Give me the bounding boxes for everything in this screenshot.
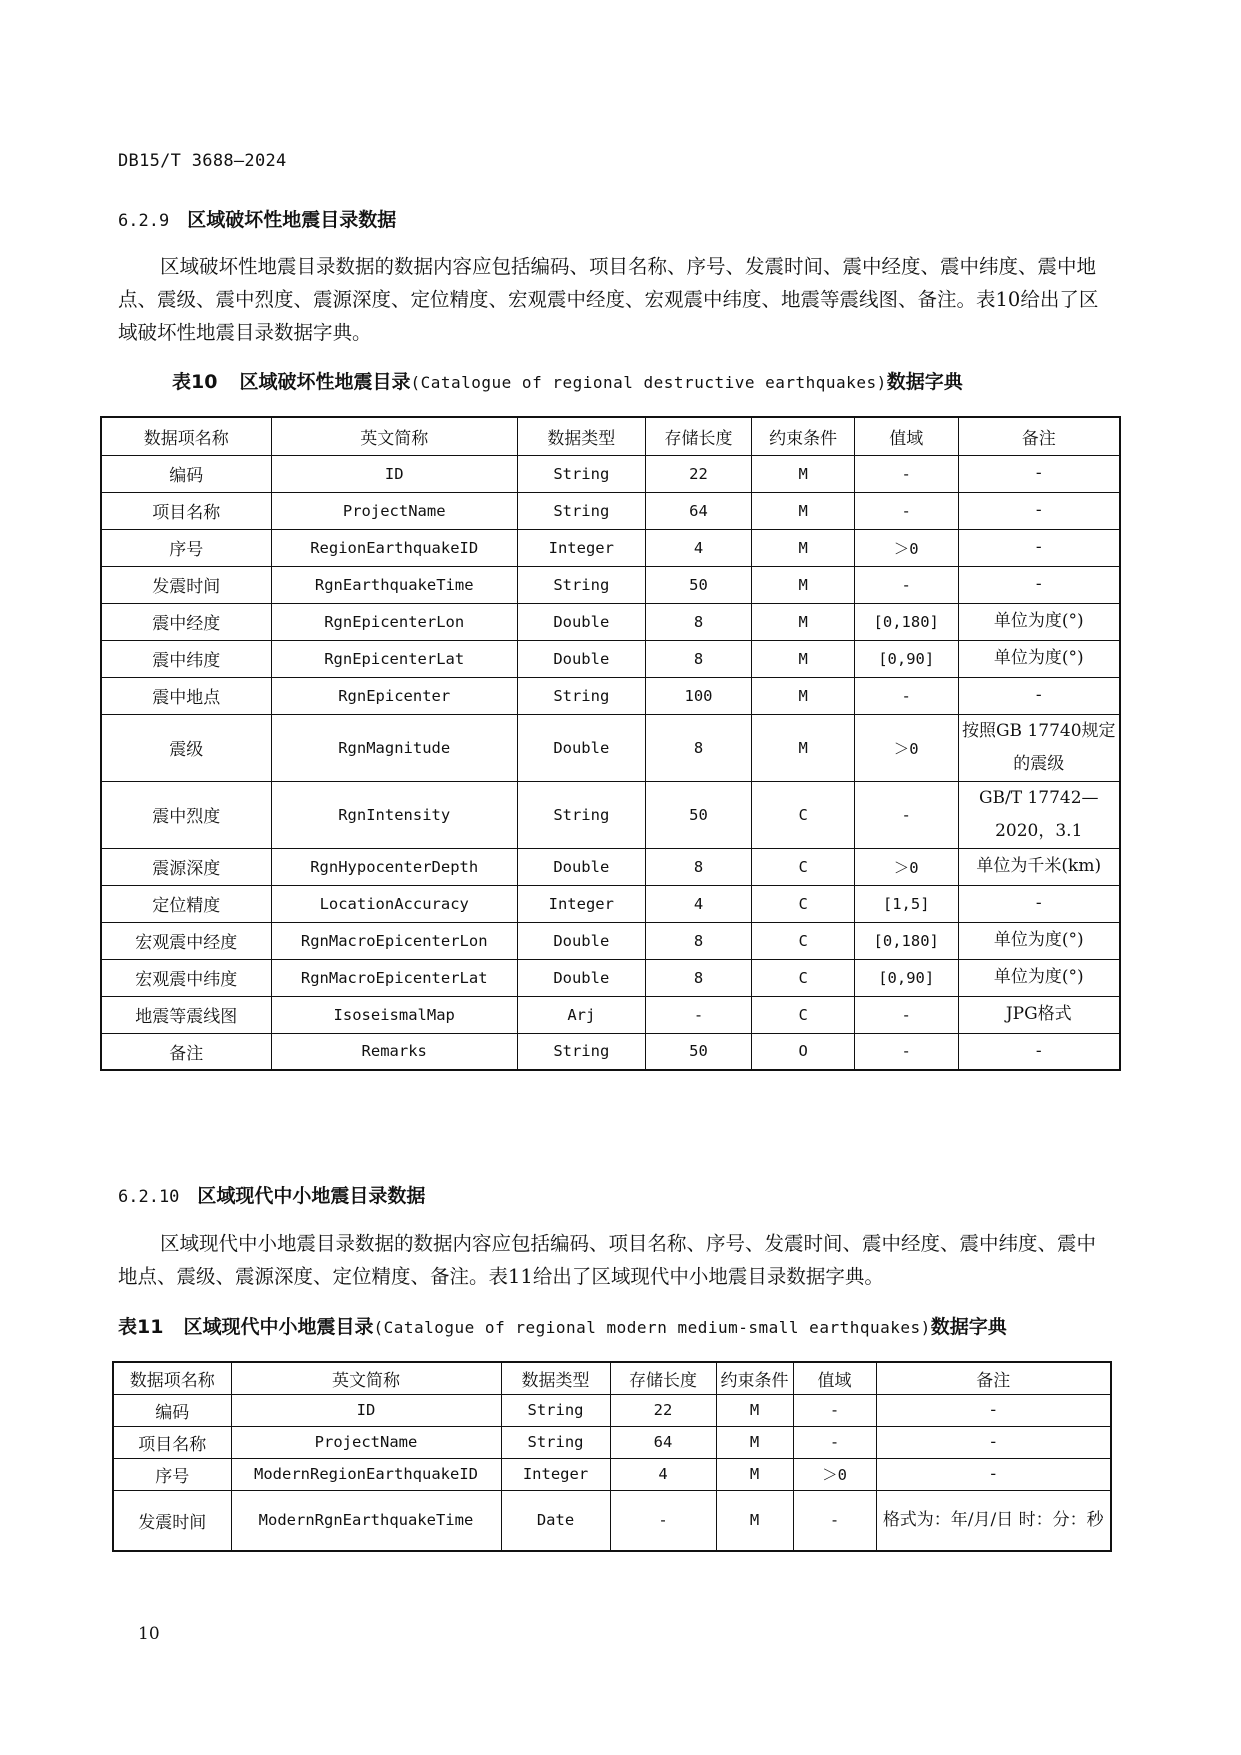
table-cell: ProjectName bbox=[231, 1426, 501, 1458]
table-title-en: (Catalogue of regional destructive earthquakes) bbox=[410, 373, 887, 392]
table-row bbox=[101, 959, 1120, 996]
table-cell: RgnHypocenterDepth bbox=[271, 848, 517, 885]
section-heading-6-2-10 bbox=[118, 1181, 425, 1208]
table-cell: 8 bbox=[645, 640, 752, 677]
table-label: 表11 bbox=[118, 1316, 164, 1338]
table-cell: ModernRegionEarthquakeID bbox=[231, 1458, 501, 1490]
table-cell: C bbox=[752, 922, 855, 959]
table-cell: Double bbox=[517, 959, 645, 996]
table-cell: 震中纬度 bbox=[101, 640, 271, 677]
table-row bbox=[101, 996, 1120, 1033]
section-heading-6-2-9 bbox=[118, 205, 396, 232]
table-cell: 单位为度(°) bbox=[958, 603, 1120, 640]
table-cell: - bbox=[958, 492, 1120, 529]
table-cell: 单位为度(°) bbox=[958, 922, 1120, 959]
table-cell: - bbox=[854, 1033, 958, 1070]
table-row bbox=[101, 603, 1120, 640]
table-cell: RegionEarthquakeID bbox=[271, 529, 517, 566]
table-cell: IsoseismalMap bbox=[271, 996, 517, 1033]
table-cell: ModernRgnEarthquakeTime bbox=[231, 1490, 501, 1551]
table-cell: String bbox=[517, 1033, 645, 1070]
table-cell: RgnEpicenterLat bbox=[271, 640, 517, 677]
table-cell: Remarks bbox=[271, 1033, 517, 1070]
section-number: 6.2.10 bbox=[118, 1187, 180, 1207]
table-cell: Double bbox=[517, 922, 645, 959]
table-cell: [0,180] bbox=[854, 922, 958, 959]
table-cell: - bbox=[958, 455, 1120, 492]
table-cell: 4 bbox=[610, 1458, 716, 1490]
data-dictionary-table-11 bbox=[112, 1361, 1112, 1552]
table-cell: String bbox=[517, 677, 645, 714]
table-cell: M bbox=[752, 640, 855, 677]
table-cell: - bbox=[854, 996, 958, 1033]
table-cell: GB/T 17742—2020，3.1 bbox=[958, 781, 1120, 848]
table-cell: 64 bbox=[610, 1426, 716, 1458]
table-cell: String bbox=[517, 455, 645, 492]
table-cell: RgnMacroEpicenterLon bbox=[271, 922, 517, 959]
table-cell: M bbox=[752, 714, 855, 781]
table-row bbox=[101, 677, 1120, 714]
table-cell: Date bbox=[501, 1490, 610, 1551]
table-cell: String bbox=[517, 566, 645, 603]
table-cell: 备注 bbox=[101, 1033, 271, 1070]
table-title-en: (Catalogue of regional modern medium-small earthquakes) bbox=[373, 1318, 931, 1337]
table-title-suffix: 数据字典 bbox=[930, 1316, 1007, 1338]
column-header: 数据类型 bbox=[517, 417, 645, 455]
table-cell: M bbox=[752, 492, 855, 529]
table-row bbox=[101, 781, 1120, 848]
table-header-row bbox=[113, 1362, 1111, 1394]
table-cell: Double bbox=[517, 848, 645, 885]
table-cell: - bbox=[876, 1394, 1111, 1426]
table-cell: LocationAccuracy bbox=[271, 885, 517, 922]
table-cell: Double bbox=[517, 714, 645, 781]
table-row bbox=[101, 529, 1120, 566]
table-cell: 8 bbox=[645, 922, 752, 959]
table-row bbox=[101, 848, 1120, 885]
table-cell: 单位为千米(km) bbox=[958, 848, 1120, 885]
table-cell: RgnEarthquakeTime bbox=[271, 566, 517, 603]
table-cell: - bbox=[876, 1426, 1111, 1458]
table-cell: String bbox=[517, 492, 645, 529]
table-cell: 宏观震中纬度 bbox=[101, 959, 271, 996]
table-cell: 宏观震中经度 bbox=[101, 922, 271, 959]
column-header: 备注 bbox=[876, 1362, 1111, 1394]
table-cell: M bbox=[716, 1394, 793, 1426]
table-cell: C bbox=[752, 848, 855, 885]
table-cell: Arj bbox=[517, 996, 645, 1033]
column-header: 存储长度 bbox=[610, 1362, 716, 1394]
table-title-suffix: 数据字典 bbox=[886, 371, 963, 393]
table-cell: M bbox=[752, 529, 855, 566]
table-row bbox=[101, 640, 1120, 677]
column-header: 英文简称 bbox=[231, 1362, 501, 1394]
table-row bbox=[101, 566, 1120, 603]
table-cell: 50 bbox=[645, 1033, 752, 1070]
table-row bbox=[101, 922, 1120, 959]
table-cell: 100 bbox=[645, 677, 752, 714]
table-cell: [1,5] bbox=[854, 885, 958, 922]
table-cell: RgnEpicenter bbox=[271, 677, 517, 714]
table-row bbox=[113, 1458, 1111, 1490]
table-cell: - bbox=[854, 455, 958, 492]
column-header: 数据项名称 bbox=[113, 1362, 231, 1394]
table-cell: String bbox=[501, 1426, 610, 1458]
table-cell: 震中经度 bbox=[101, 603, 271, 640]
table-cell: RgnMagnitude bbox=[271, 714, 517, 781]
table-cell: 8 bbox=[645, 959, 752, 996]
table-cell: O bbox=[752, 1033, 855, 1070]
table-cell: 4 bbox=[645, 885, 752, 922]
table-cell: ProjectName bbox=[271, 492, 517, 529]
column-header: 备注 bbox=[958, 417, 1120, 455]
table-cell: 序号 bbox=[113, 1458, 231, 1490]
table-cell: Double bbox=[517, 640, 645, 677]
column-header: 约束条件 bbox=[716, 1362, 793, 1394]
section-title: 区域破坏性地震目录数据 bbox=[187, 209, 397, 231]
table-cell: M bbox=[716, 1458, 793, 1490]
table-cell: 格式为：年/月/日 时：分：秒 bbox=[876, 1490, 1111, 1551]
table-row bbox=[101, 714, 1120, 781]
table-cell: 单位为度(°) bbox=[958, 640, 1120, 677]
table-cell: C bbox=[752, 959, 855, 996]
table-cell: ID bbox=[231, 1394, 501, 1426]
table-row bbox=[113, 1490, 1111, 1551]
table-cell: - bbox=[876, 1458, 1111, 1490]
table-cell: M bbox=[716, 1426, 793, 1458]
table-cell: C bbox=[752, 781, 855, 848]
table-cell: Integer bbox=[501, 1458, 610, 1490]
table-cell: - bbox=[854, 492, 958, 529]
table-cell: M bbox=[716, 1490, 793, 1551]
table-cell: 项目名称 bbox=[113, 1426, 231, 1458]
table-cell: ＞0 bbox=[854, 714, 958, 781]
table-cell: 震级 bbox=[101, 714, 271, 781]
table-cell: ID bbox=[271, 455, 517, 492]
section-paragraph: 区域破坏性地震目录数据的数据内容应包括编码、项目名称、序号、发震时间、震中经度、震中纬度、震中地点、震级、震中烈度、震源深度、定位精度、宏观震中经度、宏观震中纬度、地震等震线图、备注。表10给出了区域破坏性地震目录数据字典。 bbox=[118, 255, 1099, 344]
table-cell: ＞0 bbox=[854, 529, 958, 566]
table-cell: M bbox=[752, 566, 855, 603]
column-header: 约束条件 bbox=[752, 417, 855, 455]
table-cell: C bbox=[752, 885, 855, 922]
table-cell: - bbox=[793, 1394, 876, 1426]
table-title-cn: 区域现代中小地震目录 bbox=[183, 1316, 374, 1338]
table-cell: - bbox=[793, 1426, 876, 1458]
table-cell: 地震等震线图 bbox=[101, 996, 271, 1033]
table-cell: 50 bbox=[645, 566, 752, 603]
column-header: 数据类型 bbox=[501, 1362, 610, 1394]
table-cell: String bbox=[501, 1394, 610, 1426]
table-cell: JPG格式 bbox=[958, 996, 1120, 1033]
table-cell: 发震时间 bbox=[101, 566, 271, 603]
table-caption bbox=[118, 1312, 1007, 1339]
table-cell: - bbox=[958, 677, 1120, 714]
table-row bbox=[101, 1033, 1120, 1070]
table-cell: Double bbox=[517, 603, 645, 640]
table-cell: 发震时间 bbox=[113, 1490, 231, 1551]
table-cell: 编码 bbox=[113, 1394, 231, 1426]
table-cell: 序号 bbox=[101, 529, 271, 566]
table-cell: - bbox=[958, 885, 1120, 922]
table-cell: 项目名称 bbox=[101, 492, 271, 529]
page-number: 10 bbox=[138, 1624, 160, 1644]
table-cell: 震中烈度 bbox=[101, 781, 271, 848]
column-header: 值域 bbox=[793, 1362, 876, 1394]
column-header: 值域 bbox=[854, 417, 958, 455]
table-cell: 64 bbox=[645, 492, 752, 529]
table-cell: C bbox=[752, 996, 855, 1033]
column-header: 英文简称 bbox=[271, 417, 517, 455]
table-cell: 按照GB 17740规定的震级 bbox=[958, 714, 1120, 781]
table-cell: RgnIntensity bbox=[271, 781, 517, 848]
table-label: 表10 bbox=[172, 371, 218, 393]
table-cell: String bbox=[517, 781, 645, 848]
table-cell: M bbox=[752, 603, 855, 640]
table-cell: Integer bbox=[517, 529, 645, 566]
table-cell: 震源深度 bbox=[101, 848, 271, 885]
table-cell: M bbox=[752, 677, 855, 714]
table-row bbox=[101, 455, 1120, 492]
table-caption bbox=[172, 367, 963, 394]
table-cell: 定位精度 bbox=[101, 885, 271, 922]
table-cell: M bbox=[752, 455, 855, 492]
table-cell: ＞0 bbox=[854, 848, 958, 885]
table-cell: [0,90] bbox=[854, 959, 958, 996]
table-cell: - bbox=[958, 529, 1120, 566]
data-dictionary-table-10 bbox=[100, 416, 1121, 1071]
column-header: 数据项名称 bbox=[101, 417, 271, 455]
table-cell: 22 bbox=[645, 455, 752, 492]
table-cell: RgnMacroEpicenterLat bbox=[271, 959, 517, 996]
column-header: 存储长度 bbox=[645, 417, 752, 455]
document-code-header: DB15/T 3688—2024 bbox=[118, 151, 287, 171]
table-row bbox=[113, 1394, 1111, 1426]
table-cell: - bbox=[645, 996, 752, 1033]
table-cell: 8 bbox=[645, 714, 752, 781]
table-title-cn: 区域破坏性地震目录 bbox=[239, 371, 411, 393]
table-cell: RgnEpicenterLon bbox=[271, 603, 517, 640]
table-cell: - bbox=[610, 1490, 716, 1551]
table-cell: 单位为度(°) bbox=[958, 959, 1120, 996]
table-cell: - bbox=[854, 566, 958, 603]
table-cell: 22 bbox=[610, 1394, 716, 1426]
table-cell: - bbox=[854, 677, 958, 714]
table-cell: - bbox=[854, 781, 958, 848]
table-header-row bbox=[101, 417, 1120, 455]
table-cell: - bbox=[793, 1490, 876, 1551]
section-paragraph: 区域现代中小地震目录数据的数据内容应包括编码、项目名称、序号、发震时间、震中经度、震中纬度、震中地点、震级、震源深度、定位精度、备注。表11给出了区域现代中小地震目录数据字典。 bbox=[118, 1232, 1097, 1288]
table-cell: 8 bbox=[645, 848, 752, 885]
table-cell: [0,180] bbox=[854, 603, 958, 640]
table-row bbox=[101, 885, 1120, 922]
table-row bbox=[113, 1426, 1111, 1458]
table-cell: - bbox=[958, 1033, 1120, 1070]
table-cell: 编码 bbox=[101, 455, 271, 492]
table-row bbox=[101, 492, 1120, 529]
table-cell: - bbox=[958, 566, 1120, 603]
table-cell: Integer bbox=[517, 885, 645, 922]
section-number: 6.2.9 bbox=[118, 211, 170, 231]
table-cell: 50 bbox=[645, 781, 752, 848]
table-cell: ＞0 bbox=[793, 1458, 876, 1490]
table-cell: 4 bbox=[645, 529, 752, 566]
table-cell: [0,90] bbox=[854, 640, 958, 677]
table-cell: 震中地点 bbox=[101, 677, 271, 714]
section-title: 区域现代中小地震目录数据 bbox=[197, 1185, 426, 1207]
table-cell: 8 bbox=[645, 603, 752, 640]
